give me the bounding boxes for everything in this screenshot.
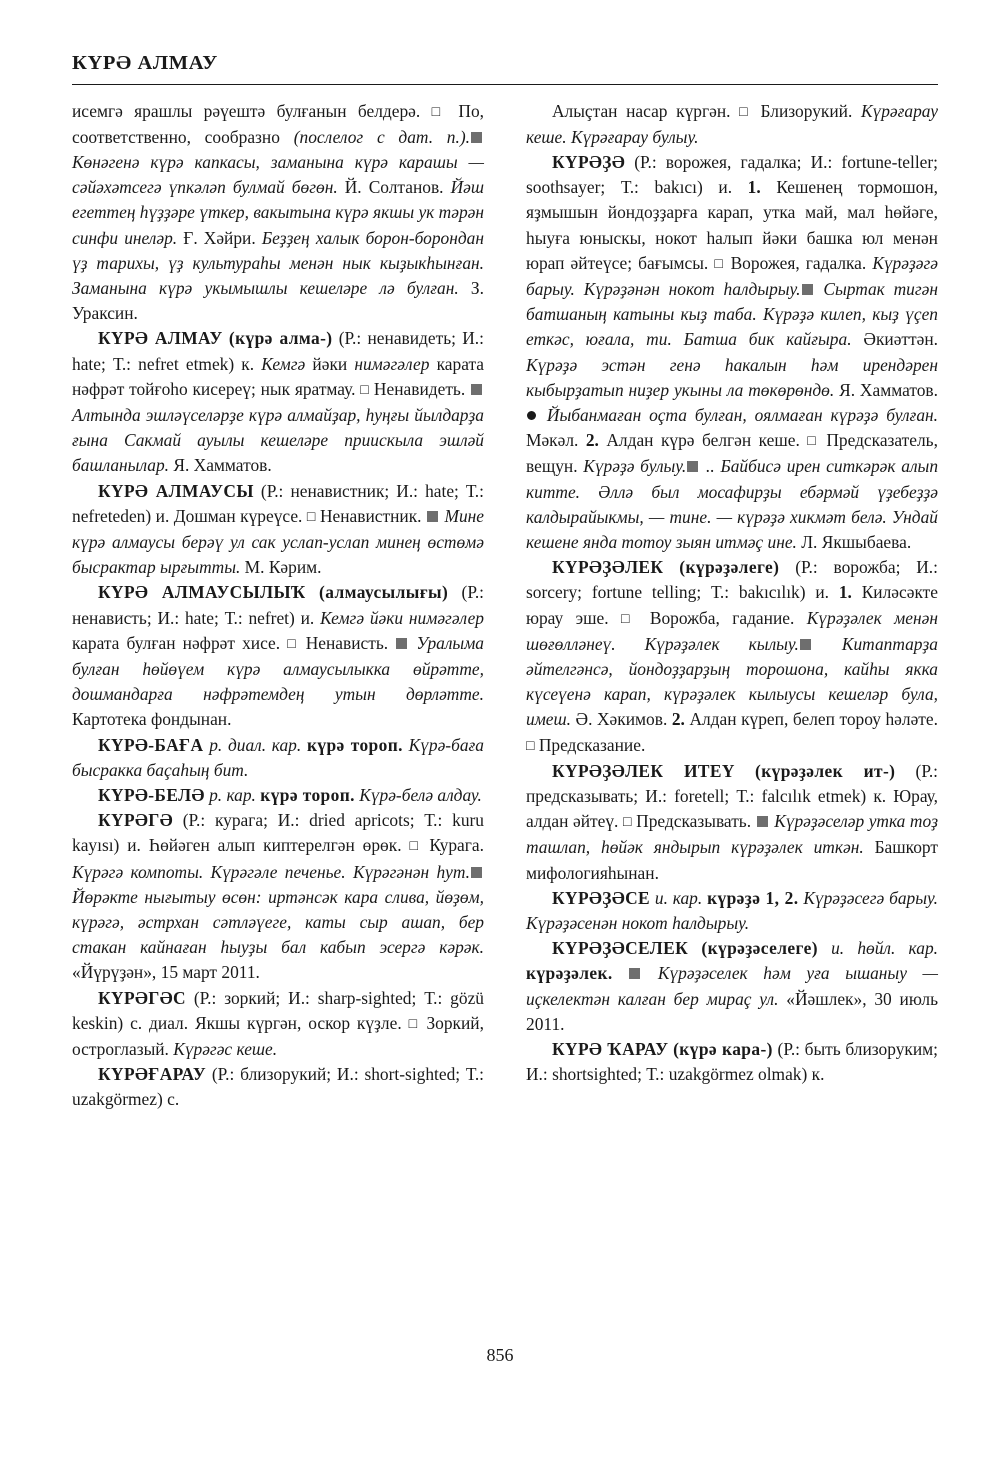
entry-grammar-label: р. диал. кар.: [209, 734, 302, 755]
entry-headword: КҮРӘҘӘЛЕК: [552, 557, 664, 578]
example-text: Күрәғарау кеше. Күрәғарау булыу.: [526, 100, 938, 147]
entry-kuragarau: [72, 1062, 484, 1112]
definition-text: Һөйәген алып киптерелгән өрөк.: [148, 835, 410, 856]
example-text: Сыртак тигән батшаның катыны кыҙ таба. Күрәҙә килеп, кыҙ үçеп еткәс, юғала, ти. Батша бик кайғыра.: [526, 278, 939, 350]
filled-square-marker: [757, 816, 768, 827]
entry-headword: КҮРӘҒАРАУ: [98, 1064, 207, 1085]
entry-kurazha: [526, 150, 938, 555]
entry-example: Күрә-баға бысракка баçаһың бит.: [72, 734, 484, 780]
example-text: Күрәҙә эстән генә һакалын һәм ирендәрен кыбырҙатып ниҙер укыны ла төкөрөндө.: [526, 354, 938, 400]
filled-square-marker: [396, 638, 407, 649]
entry-inflected-form: (күрә алма-): [228, 328, 333, 349]
outline-box-marker: □: [431, 104, 448, 120]
entry-translation-block: (Р.: предсказывать; И.: foretell; Т.: falcılık etmek) к.: [526, 760, 938, 807]
definition-text: Ненависть.: [298, 632, 396, 653]
entry-kura-almausylyk: [72, 580, 484, 732]
example-text: Китаптарҙа әйтелгәнсә, йондоҙҙарҙың торошона, кайһы якка күсеүенә карап, күрәҙәлек кылыусы кешеләр була, имеш.: [526, 633, 938, 730]
entry-kurazhaselek: [526, 936, 938, 1037]
entry-continuation-kuragarau: [526, 99, 938, 150]
definition-text: Ненавистник.: [315, 505, 426, 526]
entry-inflected-form: (күрәҙәселеге): [701, 938, 818, 959]
outline-box-marker: □: [287, 636, 299, 652]
outline-box-marker: □: [409, 839, 422, 855]
column-left: [72, 99, 484, 1113]
definition-text: карата нәфрәт тойғоһо кисереү; нык яратмау.: [72, 353, 484, 399]
outline-box-marker: □: [306, 509, 316, 525]
definition-text: Әкиәттән.: [851, 329, 938, 350]
entry-translation-block: (Р.: ворожба; И.: sorcery; fortune telling; Т.: bakıcılık) и.: [526, 557, 938, 603]
definition-text: З. Ураксин.: [72, 277, 484, 324]
filled-square-marker: [802, 284, 813, 295]
example-text: Йөрәкте нығытыу өсөн: иртәнсәк кара слива, йөҙөм, күрәгә, әстрхан сәтләүеге, каты сыр ашап, бер стакан кайнаған һыуҙы бал кабып эсергә кәрәк.: [72, 886, 484, 958]
entry-headword: КҮРӘҘӘСЕЛЕК: [552, 938, 689, 959]
definition-text: Предсказывать.: [631, 811, 756, 832]
definition-text: Алдан күреп, белеп тороу һәләте.: [689, 709, 938, 730]
definition-text: Близорукий.: [751, 100, 861, 121]
entry-translation-block: (Р.: ненавидеть; И.: hate; Т.: nefret etmek) к.: [72, 328, 484, 374]
filled-square-marker: [427, 511, 438, 522]
entry-translation-block: (Р.: ненависть; И.: hate; Т.: nefret) и.: [72, 582, 484, 628]
sense-number: 1.: [838, 582, 852, 603]
sense-number: 2.: [671, 709, 685, 730]
example-text: Беҙҙең халык борон-борондан үҙ тарихы, үҙ культураһы менән нык кыҙыкһынған. Заманына күрә укымышлы кешеләре лә булған.: [72, 227, 484, 298]
example-text: нимәгәлер: [354, 353, 430, 374]
sense-number: 1.: [747, 177, 761, 198]
outline-box-marker: □: [620, 611, 638, 627]
column-right: [526, 99, 938, 1113]
definition-text: Курага.: [421, 835, 484, 856]
filled-square-marker: [471, 384, 482, 395]
definition-text: Якшы күргән, оскор күҙле.: [194, 1012, 409, 1033]
example-text: Мине күрә алмаусы берәү ул сак услап-услап минең өстөмә бысрактар ырғытты.: [72, 505, 484, 578]
definition-text: Ворожея, гадалка.: [724, 252, 873, 273]
entry-headword: КҮРӘ-БЕЛӘ: [98, 785, 205, 806]
example-text: Күрәҙә булыу.: [583, 456, 687, 477]
definition-text: Зоркий, остроглазый.: [72, 1012, 484, 1060]
sense-number: 2.: [585, 430, 599, 451]
definition-text: Алыçтан насар күргән.: [552, 100, 740, 121]
definition-text: йәки: [305, 353, 355, 374]
entry-translation-block: (Р.: быть близоруким; И.: shortsighted; Т.: uzakgörmez olmak) к.: [526, 1039, 938, 1085]
entry-kurazhalek-iteu: [526, 759, 938, 886]
outline-box-marker: □: [360, 382, 370, 398]
entry-example: Күрәҙәсегә барыу. Күрәҙәсенән нокот һалдырыу.: [526, 887, 938, 934]
filled-square-marker: [687, 461, 698, 472]
definition-text: Башкорт мифологияһынан.: [526, 837, 938, 883]
outline-box-marker: □: [408, 1016, 420, 1032]
entry-translation-block: (Р.: ворожея, гадалка; И.: fortune-teller; soothsayer; Т.: bakıcı) и.: [526, 151, 938, 198]
definition-text: Ғ. Хәйри.: [177, 227, 262, 248]
example-text: Кемгә йәки нимәгәлер: [320, 607, 484, 628]
definition-text: Ә. Хәкимов.: [571, 709, 668, 730]
example-text: Күрәгә компоты. Күрәгәле печенье. Күрәгәнән һут.: [72, 861, 470, 882]
definition-text: Ненавидеть.: [369, 378, 470, 399]
outline-box-marker: □: [714, 256, 725, 272]
outline-box-marker: □: [622, 815, 632, 831]
entry-headword: КҮРӘГӘ: [98, 810, 173, 831]
entry-grammar-label: и. һөйл. кар.: [831, 938, 938, 959]
definition-text: «Йәшлек», 30 июль 2011.: [526, 988, 938, 1034]
definition-text: «Йүрүҙән», 15 март 2011.: [72, 962, 260, 983]
filled-square-marker: [800, 639, 811, 650]
example-text: Күрәҙәселек һәм уға ышаныу — иçкелектән калған бер мираç ул.: [526, 963, 938, 1009]
filled-square-marker: [629, 968, 640, 979]
running-head: КҮРӘ АЛМАУ: [72, 52, 218, 74]
entry-grammar-label: р. кар.: [209, 785, 256, 806]
entry-kura-almausy: [72, 479, 484, 581]
entry-kura-bela: [72, 783, 484, 808]
entry-cross-reference: күрәҙәлек.: [526, 963, 613, 984]
filled-square-marker: [471, 132, 482, 143]
filled-square-marker: [471, 867, 482, 878]
entry-translation-block: (Р.: курага; И.: dried apricots; Т.: kuru kayısı) и.: [72, 810, 484, 856]
definition-text: Картотека фондынан.: [72, 709, 232, 730]
entry-continuation-kura: [72, 99, 484, 327]
definition-text: Л. Якшыбаева.: [796, 532, 912, 552]
entry-headword: КҮРӘ АЛМАУСЫ: [98, 480, 254, 501]
entry-inflected-form: (күрәҙәлек ит-): [755, 760, 896, 781]
definition-text: Предсказатель, вещун.: [526, 430, 938, 477]
entry-translation-block: (Р.: зоркий; И.: sharp-sighted; Т.: gözü keskin) с. диал.: [72, 987, 484, 1033]
header-rule: [72, 84, 938, 85]
definition-text: карата булған нәфрәт хисе.: [72, 632, 288, 653]
example-text: Алтында эшләүселәрҙе күрә алмайҙар, һуңғы йылдарҙа ғына Сакмай ауылы кешеләре приискыла эшләй башланылар.: [72, 404, 484, 476]
entry-example: Күрә-белә алдау.: [359, 785, 482, 806]
entry-kura-baga: [72, 733, 484, 783]
entry-cross-reference: күрә тороп.: [306, 734, 403, 755]
definition-text: М. Кәрим.: [240, 557, 322, 578]
entry-inflected-form: (күрә кара-): [673, 1039, 773, 1060]
entry-headword: КҮРӘҘӘЛЕК ИТЕҮ: [552, 760, 735, 781]
definition-text: исемгә ярашлы рәүештә булғанын белдерә.: [72, 100, 432, 121]
entry-headword: КҮРӘҘӘСЕ: [552, 887, 651, 908]
definition-text: Кешенең тормошон, яҙмышын йондоҙҙарға карап, утка май, мал һөйәге, һыуға юныскы, нокот һалып йәки башка юл менән юрап әйтеүсе; бағымсы.: [526, 177, 938, 273]
entry-kurazhalek: [526, 555, 938, 759]
entry-headword: КҮРӘ-БАҒА: [98, 734, 204, 755]
entry-inflected-form: (алмаусылығы): [319, 582, 449, 603]
entry-kuraga: [72, 808, 484, 985]
example-text: (послелог с дат. п.).: [293, 126, 470, 147]
entry-kura-almau: [72, 326, 484, 478]
example-text: Уралыма булған һөйөүем күрә алмаусылыкка өйрәтте, дошмандарға нәфрәтемдең утын дөрләтте.: [72, 632, 484, 705]
entry-kura-karau: [526, 1037, 938, 1087]
outline-box-marker: □: [526, 738, 535, 754]
definition-text: Ворожба, гадание.: [637, 607, 807, 628]
definition-text: По, соответственно, сообразно: [72, 100, 485, 147]
definition-text: Юрау, алдан әйтеү.: [526, 786, 938, 832]
example-text: Кемгә: [261, 353, 306, 374]
page-number: 856: [486, 1345, 514, 1365]
entry-inflected-form: (күрәҙәлеге): [679, 557, 780, 578]
entry-kuragas: [72, 986, 484, 1063]
entry-translation-block: (Р.: ненавистник; И.: hate; Т.: nefreteden) и.: [72, 480, 484, 526]
example-text: Көнәгенә күрә капкасы, заманына күрә карашы — сәйәхәтсегә үпкәләп булмай бөгөн.: [72, 151, 484, 198]
entry-grammar-label: и. кар.: [654, 887, 703, 908]
example-text: .. Байбисә ирен ситкәрәк алып китте. Әллә был мосафирҙы ебәрмәй үҙебеҙҙә калдырайыкмы, — тине. — күрәҙә хикмәт белә. Ундай кешене янда тотоу зыян итмәç ине.: [526, 456, 939, 552]
example-text: Йыбанмаған оçта булған, оялмаған күрәҙә булған.: [539, 404, 938, 425]
definition-text: Алдан күрә белгән кеше.: [606, 430, 808, 451]
definition-text: Киләсәкте юрау эше.: [526, 582, 938, 628]
entry-translation-block: (Р.: близорукий; И.: short-sighted; Т.: uzakgörmez) с.: [72, 1064, 484, 1110]
example-text: Күрәҙәгә барыу. Күрәҙәнән нокот һалдырыу.: [526, 252, 938, 299]
example-text: Күрәҙәселәр утка тоҙ ташлап, һөйәк яндырып күрәҙәлек иткән.: [526, 811, 938, 858]
entry-cross-reference: күрә тороп.: [260, 785, 355, 806]
entry-headword: КҮРӘ АЛМАУ: [98, 328, 223, 349]
definition-text: Й. Солтанов.: [337, 177, 451, 198]
outline-box-marker: □: [807, 434, 819, 450]
entry-kurazhase: [526, 886, 938, 936]
entry-cross-reference: күрәҙә 1, 2.: [707, 887, 799, 908]
definition-text: Я. Хамматов.: [169, 455, 272, 476]
entry-headword: КҮРӘҘӘ: [552, 151, 626, 172]
example-text: Күрәгәс кеше.: [173, 1039, 278, 1060]
definition-text: Дошман күреүсе.: [173, 505, 307, 526]
entry-headword: КҮРӘ ҠАРАУ: [552, 1039, 669, 1060]
two-column-body: [72, 99, 938, 1113]
outline-box-marker: □: [739, 104, 752, 120]
definition-text: Мәкәл.: [526, 430, 579, 451]
definition-text: Предсказание.: [534, 734, 646, 755]
example-text: Күрәҙәлек менән шөғөлләнеү. Күрәҙәлек кылыу.: [526, 607, 938, 654]
entry-headword: КҮРӘГӘС: [98, 987, 186, 1008]
definition-text: Я. Хамматов.: [834, 379, 938, 400]
example-text: Йәш егеттең һүҙҙәре үткер, вакытына күрә якшы ук тәрән синфи инеләр.: [72, 177, 484, 248]
round-bullet-marker: [527, 411, 536, 420]
entry-headword: КҮРӘ АЛМАУСЫЛЫҠ: [98, 582, 306, 603]
